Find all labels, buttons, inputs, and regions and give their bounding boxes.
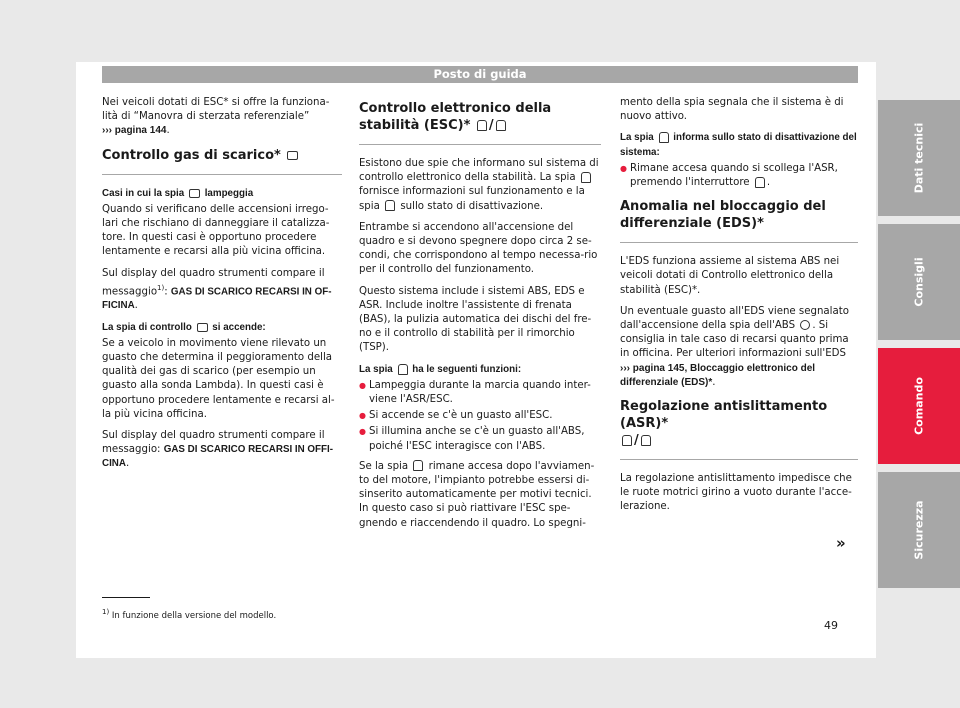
text: lampeggia xyxy=(204,187,254,199)
text: si accende: xyxy=(212,321,266,333)
subheading xyxy=(620,131,858,159)
text: Nei veicoli dotati di ESC* si offre la funziona-lità di “Manovra di sterzata referenziale” xyxy=(102,97,330,123)
column-2 xyxy=(359,96,601,538)
subheading xyxy=(102,187,342,201)
text: La spia xyxy=(359,363,393,375)
text: rimane accesa dopo l'avviamen-to del motore, l'impianto potrebbe essersi di-sinserito automaticamente per motivi tecnici. In questo caso si può riattivare l'ESC spe-gnendo e riaccendendo il quadro. Lo spegni- xyxy=(359,460,595,529)
paragraph: L'EDS funziona assieme al sistema ABS nei veicoli dotati di Controllo elettronico della stabilità (ESC)*. xyxy=(620,256,840,296)
column-3 xyxy=(620,96,858,522)
paragraph: Se a veicolo in movimento viene rilevato un guasto che determina il peggioramento della qualità dei gas di scarico (per esempio un guasto alla sonda Lambda). In questi casi è opportuno procedere lentamente e recarsi al-la più vicina officina. xyxy=(102,337,335,420)
esc-off-icon xyxy=(659,132,669,143)
text: sullo stato di disattivazione. xyxy=(400,200,544,212)
paragraph: Sul display del quadro strumenti compare il messaggio$^{1)}$: GAS DI SCARICO RECARSI IN OF-FICINA. xyxy=(102,267,332,312)
page-link[interactable]: ››› pagina 145, Bloccaggio elettronico del differenziale (EDS)* xyxy=(620,362,816,388)
list-item: ● Si accende se c'è un guasto all'ESC. xyxy=(359,409,601,423)
esc-icon xyxy=(581,172,591,183)
esc-icon xyxy=(477,120,487,131)
tab-comando[interactable] xyxy=(878,348,960,464)
esc-off-icon xyxy=(641,435,651,446)
text: Sul display del quadro strumenti compare il messaggio: xyxy=(102,430,325,456)
continue-arrow: » xyxy=(836,534,846,552)
tab-sicurezza[interactable] xyxy=(878,472,960,588)
tab-label: Comando xyxy=(912,377,926,435)
paragraph: mento della spia segnala che il sistema è di nuovo attivo. xyxy=(620,97,844,123)
footnote xyxy=(102,607,276,622)
heading-text: Regolazione antislittamento (ASR)* xyxy=(620,399,828,432)
list-item: ● Rimane accesa quando si scollega l'ASR, premendo l'interruttore . xyxy=(620,162,858,190)
list-item: ● Si illumina anche se c'è un guasto all'ABS, poiché l'ESC interagisce con l'ABS. xyxy=(359,425,601,453)
abs-warning-icon xyxy=(800,320,810,330)
text: Se la spia xyxy=(359,460,409,472)
engine-warning-icon xyxy=(189,189,200,198)
engine-warning-icon xyxy=(197,323,208,332)
display-message: GAS DI SCARICO RECARSI IN OF-FICINA xyxy=(102,286,332,312)
paragraph xyxy=(359,157,601,214)
section-heading: Controllo elettronico della stabilità (ESC)* / xyxy=(359,100,601,145)
paragraph xyxy=(359,460,601,531)
section-heading: Regolazione antislittamento (ASR)* / xyxy=(620,398,858,460)
text: informa sullo stato di disattivazione del sistema: xyxy=(620,132,857,158)
paragraph: Nei veicoli dotati di ESC* si offre la funziona-lità di “Manovra di sterzata referenziale” ››› pagina 144. xyxy=(102,97,330,137)
paragraph: Quando si verificano delle accensioni irrego-lari che rischiano di danneggiare il catalizza-tore. In questi casi è opportuno procedere lentamente e recarsi alla più vicina officina. xyxy=(102,203,330,258)
tab-dati-tecnici[interactable] xyxy=(878,100,960,216)
footnote-text: In funzione della versione del modello. xyxy=(111,610,277,621)
text: fornisce informazioni sul funzionamento e la spia xyxy=(359,186,585,212)
text: Casi in cui la spia xyxy=(102,187,185,199)
engine-warning-icon xyxy=(287,151,298,160)
text: La spia di controllo xyxy=(102,321,192,333)
heading-text: Controllo gas di scarico* xyxy=(102,147,281,163)
text: Un eventuale guasto all'EDS viene segnalato dall'accensione della spia dell'ABS xyxy=(620,305,849,332)
display-message: GAS DI SCARICO RECARSI IN OFFI-CINA xyxy=(102,444,334,470)
text: ha le seguenti funzioni: xyxy=(412,363,522,375)
esc-off-icon xyxy=(496,120,506,131)
esc-off-icon xyxy=(755,177,765,188)
tab-label: Consigli xyxy=(912,257,926,307)
paragraph: Sul display del quadro strumenti compare il messaggio: GAS DI SCARICO RECARSI IN OFFI-CINA. xyxy=(102,430,334,470)
section-heading: Anomalia nel bloccaggio del differenziale (EDS)* xyxy=(620,198,858,243)
text: Esistono due spie che informano sul sistema di controllo elettronico della stabilità. La spia xyxy=(359,158,599,184)
tab-label: Sicurezza xyxy=(912,500,926,560)
list-item: ● Lampeggia durante la marcia quando inter-viene l'ASR/ESC. xyxy=(359,379,601,407)
footnote-ref: 1) xyxy=(157,283,165,292)
paragraph: Un eventuale guasto all'EDS viene segnalato dall'accensione della spia dell'ABS . Si consiglia in tale caso di recarsi quanto prima in officina. Per ulteriori informazioni sull'EDS ››› pagina 145, Bloccaggio elettronico del differenziale (EDS)*. xyxy=(620,305,849,388)
subheading xyxy=(102,321,342,335)
paragraph: La regolazione antislittamento impedisce che le ruote motrici girino a vuoto durante l'acce-lerazione. xyxy=(620,473,852,513)
column-1 xyxy=(102,96,342,479)
paragraph: Entrambe si accendono all'accensione del quadro e si devono spegnere dopo circa 2 se-condi, che corrispondono al tempo necessa-rio per il controllo del funzionamento. xyxy=(359,221,598,276)
tab-consigli[interactable] xyxy=(878,224,960,340)
heading-text: Controllo elettronico della stabilità (ESC)* xyxy=(359,101,552,133)
text: Rimane accesa quando si scollega l'ASR, premendo l'interruttore xyxy=(630,162,838,189)
text: La spia xyxy=(620,132,654,144)
text: . Si consiglia in tale caso di recarsi quanto prima in officina. Per ulteriori informazioni sull'EDS xyxy=(620,320,849,360)
page-header: Posto di guida xyxy=(102,66,858,83)
esc-icon xyxy=(413,460,423,471)
text: Sul display del quadro strumenti compare il messaggio xyxy=(102,267,325,298)
esc-off-icon xyxy=(385,200,395,211)
footnote-divider xyxy=(102,597,150,598)
page-number: 49 xyxy=(824,619,838,632)
footnote-mark: 1) xyxy=(102,608,110,616)
paragraph: Questo sistema include i sistemi ABS, EDS e ASR. Include inoltre l'assistente di frenata (BAS), la pulizia automatica dei dischi del fre-no e il controllo di stabilità per il rimorchio (TSP). xyxy=(359,285,592,354)
page-link[interactable]: ››› pagina 144 xyxy=(102,125,167,137)
section-heading xyxy=(102,147,342,175)
esc-icon xyxy=(622,435,632,446)
tab-label: Dati tecnici xyxy=(912,122,926,194)
esc-icon xyxy=(398,364,408,375)
subheading xyxy=(359,363,601,377)
